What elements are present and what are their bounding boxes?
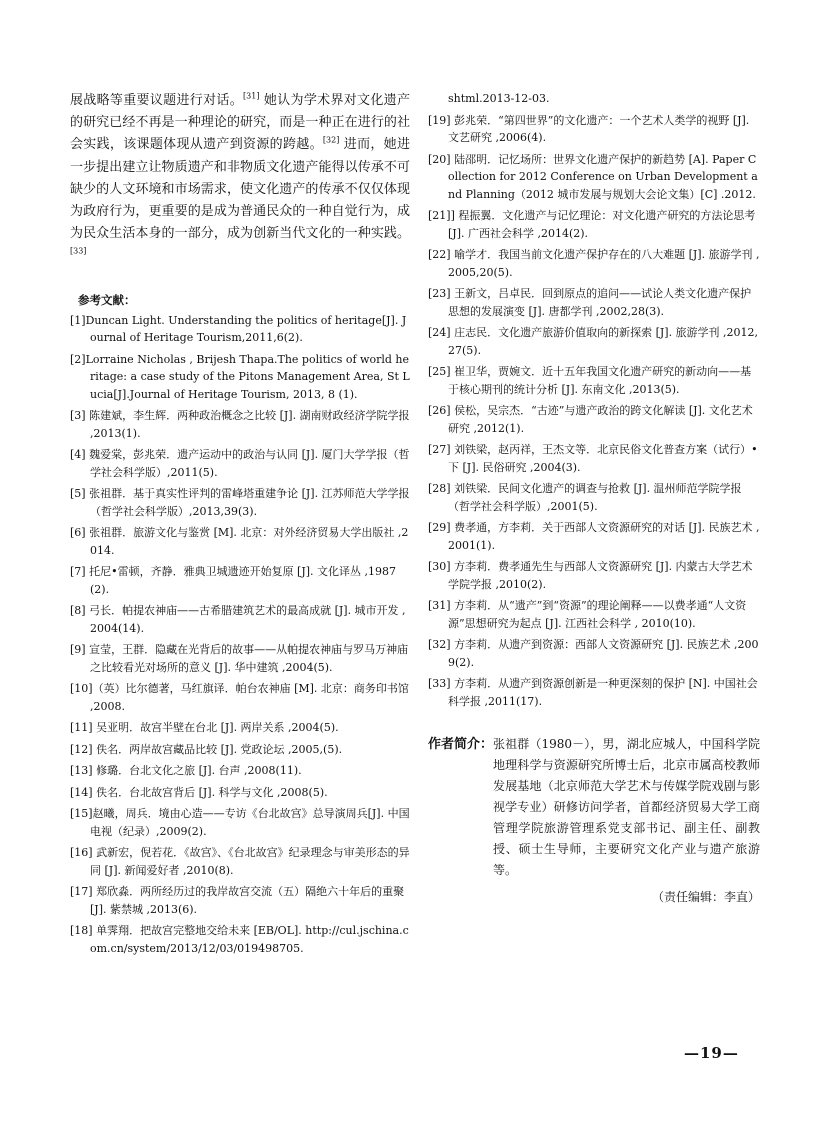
reference-item: [9] 宣莹，王群．隐藏在光背后的故事——从帕提农神庙与罗马万神庙之比较看光对场所的意义 [J]. 华中建筑 ,2004(5).	[70, 643, 409, 674]
reference-item: [8] 弓长．帕提农神庙——古希腊建筑艺术的最高成就 [J]. 城市开发 ,2004(14).	[70, 604, 406, 635]
page-number: —19—	[684, 1044, 739, 1062]
author-text: 张祖群（1980－），男，湖北应城人，中国科学院地理科学与资源研究所博士后，北京市属高校教师发展基地（北京师范大学艺术与传媒学院戏剧与影视学专业）研修访问学者，首都经济贸易大学工商管理学院旅游管理系党支部书记、副主任、副教授、硕士生导师，主要研究文化产业与遗产旅游等。	[493, 737, 760, 877]
body-text-3: 进而，她进一步提出建立让物质遗产和非物质文化遗产能得以传承不可缺少的人文环境和市场需求，使文化遗产的传承不仅仅体现为政府行为，更重要的是成为普通民众的一种自觉行为，成为民众生活本身的一部分，成为创新当代文化的一种实践。	[70, 137, 410, 242]
reference-item: [7] 托尼•雷顿，齐静．雅典卫城遗迹开始复原 [J]. 文化译丛 ,1987(2).	[70, 565, 397, 596]
reference-item: [4] 魏爱棠，彭兆荣．遗产运动中的政治与认同 [J]. 厦门大学学报（哲学社会科学版）,2011(5).	[70, 448, 410, 479]
references-list-left	[70, 312, 410, 958]
reference-item: [16] 武新宏，倪若花．《故宫》、《台北故宫》纪录理念与审美形态的异同 [J]. 新闻爱好者 ,2010(8).	[70, 846, 410, 877]
body-text-2: 她认为学术界对文化遗产的研究已经不再是一种理论的研究，而是一种正在进行的社会实践，该课题体现从遗产到资源的跨越。	[70, 93, 410, 153]
references-title: 参考文献：	[78, 292, 136, 307]
reference-item: [27] 刘铁梁，赵丙祥，王杰文等．北京民俗文化普查方案（试行）• 下 [J]. 民俗研究 ,2004(3).	[428, 443, 758, 474]
right-column	[428, 90, 760, 907]
body-text-1: 展战略等重要议题进行对话。	[70, 93, 244, 108]
reference-item: [15]赵曦，周兵．境由心造——专访《台北故宫》总导演周兵[J]. 中国电视（纪录）,2009(2).	[70, 807, 410, 838]
reference-item: [23] 王新文，吕卓民．回到原点的追问——试论人类文化遗产保护思想的发展演变 [J]. 唐都学刊 ,2002,28(3).	[428, 287, 752, 318]
body-paragraph	[70, 90, 410, 268]
reference-item: [33] 方李莉．从遗产到资源创新是一种更深刻的保护 [N]. 中国社会科学报 ,2011(17).	[428, 677, 758, 708]
reference-item: [19] 彭兆荣．“第四世界”的文化遗产：一个艺术人类学的视野 [J]. 文艺研究 ,2006(4).	[428, 113, 750, 144]
reference-item: [22] 喻学才．我国当前文化遗产保护存在的八大难题 [J]. 旅游学刊 ,2005,20(5).	[428, 248, 760, 279]
reference-item: [5] 张祖群．基于真实性评判的雷峰塔重建争论 [J]. 江苏师范大学学报（哲学社会科学版）,2013,39(3).	[70, 487, 410, 518]
reference-item: [26] 侯松，吴宗杰．“古迹”与遗产政治的跨文化解读 [J]. 文化艺术研究 ,2012(1).	[428, 404, 753, 435]
reference-item: [17] 郑欣淼．两所经历过的我岸故宫交流（五）隔绝六十年后的重聚 [J]. 紫禁城 ,2013(6).	[70, 885, 405, 916]
reference-item: [28] 刘铁梁．民间文化遗产的调查与抢救 [J]. 温州师范学院学报（哲学社会科学版）,2001(5).	[428, 482, 742, 513]
reference-item: [10]（英）比尔德著，马红旗译．帕台农神庙 [M]. 北京：商务印书馆 ,2008.	[70, 682, 409, 713]
citation-32: [32]	[322, 136, 340, 146]
citation-33: [33]	[70, 247, 87, 257]
author-label: 作者简介：	[428, 737, 494, 752]
editor-note: （责任编辑：李直）	[651, 890, 760, 904]
reference-item: [18] 单霁翔．把故宫完整地交给未来 [EB/OL]. http://cul.jschina.com.cn/system/2013/12/03/019498705.	[70, 924, 409, 955]
reference-item: [21]] 程振翼．文化遗产与记忆理论：对文化遗产研究的方法论思考 [J]. 广西社会科学 ,2014(2).	[428, 209, 756, 240]
reference-item: [1]Duncan Light. Understanding the politics of heritage[J]. Journal of Heritage Tourism,2011,6(2).	[70, 313, 407, 345]
reference-item: [6] 张祖群．旅游文化与鉴赏 [M]. 北京：对外经济贸易大学出版社 ,2014.	[70, 526, 409, 557]
reference-item: [13] 修璐．台北文化之旅 [J]. 台声 ,2008(11).	[70, 764, 302, 778]
author-bio	[428, 734, 760, 881]
reference-item: [25] 崔卫华，贾婉文．近十五年我国文化遗产研究的新动向——基于核心期刊的统计分析 [J]. 东南文化 ,2013(5).	[428, 365, 752, 396]
references-list-right	[428, 112, 760, 711]
reference-item: [32] 方李莉．从遗产到资源：西部人文资源研究 [J]. 民族艺术 ,2009(2).	[428, 638, 759, 669]
reference-item: [30] 方李莉．费孝通先生与西部人文资源研究 [J]. 内蒙古大学艺术学院学报 ,2010(2).	[428, 560, 753, 591]
reference-item: [31] 方李莉．从“遗产”到“资源”的理论阐释——以费孝通“人文资源”思想研究为起点 [J]. 江西社会科学 , 2010(10).	[428, 599, 747, 630]
reference-item: [11] 吴亚明．故宫半壁在台北 [J]. 两岸关系 ,2004(5).	[70, 721, 339, 735]
reference-item: [20] 陆邵明．记忆场所：世界文化遗产保护的新趋势 [A]. Paper Collection for 2012 Conference on Urban Development and Planning（2012 城市发展与规划大会论文集）[C] .2012.	[428, 152, 758, 201]
reference-item: [14] 佚名．台北故宫背后 [J]. 科学与文化 ,2008(5).	[70, 785, 328, 799]
reference-18-continuation: shtml.2013-12-03.	[448, 92, 550, 105]
reference-item: [12] 佚名．两岸故宫藏品比较 [J]. 党政论坛 ,2005,(5).	[70, 742, 343, 756]
reference-item: [29] 费孝通，方李莉．关于西部人文资源研究的对话 [J]. 民族艺术 ,2001(1).	[428, 521, 760, 552]
left-column	[70, 90, 410, 961]
reference-item: [24] 庄志民．文化遗产旅游价值取向的新探索 [J]. 旅游学刊 ,2012,27(5).	[428, 326, 759, 357]
citation-31: [31]	[243, 91, 260, 101]
reference-item: [2]Lorraine Nicholas , Brijesh Thapa.The politics of world heritage: a case study of the Pitons Management Area, St Lucia[J].Journal of Heritage Tourism, 2013, 8 (1).	[70, 352, 410, 401]
reference-item: [3] 陈建斌，李生辉．两种政治概念之比较 [J]. 湖南财政经济学院学报 ,2013(1).	[70, 409, 410, 440]
